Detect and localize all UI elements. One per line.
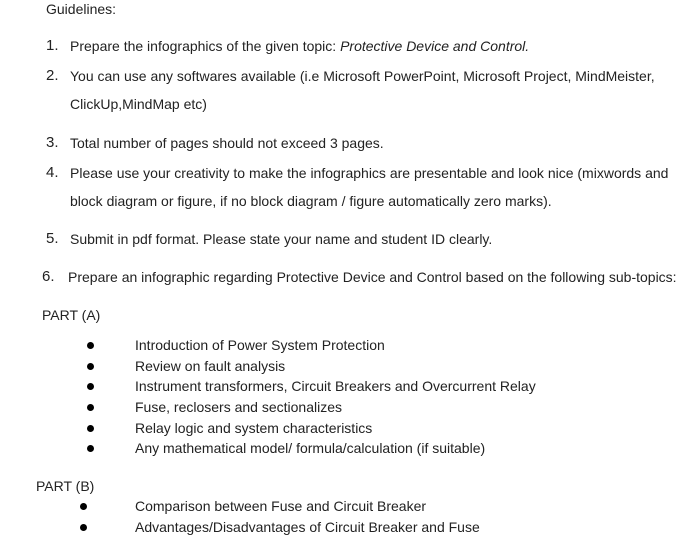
part-a-item-text: Any mathematical model/ formula/calculation (if suitable) (135, 440, 486, 456)
guideline-text-4-line2: block diagram or figure, if no block diagram / figure automatically zero marks). (70, 193, 552, 209)
guideline-number-6: 6. (42, 268, 55, 285)
guideline-item-1 (70, 37, 529, 55)
guideline-text-3: Total number of pages should not exceed 3 pages. (70, 135, 384, 151)
bullet-icon (87, 363, 94, 370)
part-b-item-text: Advantages/Disadvantages of Circuit Breaker and Fuse (135, 519, 480, 535)
bullet-icon (80, 503, 87, 510)
part-b-label: PART (B) (36, 478, 95, 494)
guideline-text-2-line2: ClickUp,MindMap etc) (70, 96, 207, 112)
guideline-topic-emphasis: Protective Device and Control. (340, 38, 530, 54)
guideline-text-1: Prepare the infographics of the given topic: (70, 38, 341, 54)
guideline-text-2-line1: You can use any softwares available (i.e Microsoft PowerPoint, Microsoft Project, MindMeister, (70, 68, 655, 84)
guideline-number-5: 5. (46, 230, 59, 247)
guideline-number-2: 2. (46, 67, 59, 84)
part-a-item-text: Review on fault analysis (135, 358, 286, 374)
bullet-icon (87, 425, 94, 432)
guideline-text-6: Prepare an infographic regarding Protective Device and Control based on the following sub-topics: (68, 269, 677, 285)
guideline-text-4-line1: Please use your creativity to make the infographics are presentable and look nice (mixwords and (70, 165, 669, 181)
part-a-item-text: Introduction of Power System Protection (135, 337, 385, 353)
guidelines-heading: Guidelines: (46, 1, 117, 17)
bullet-icon (87, 383, 94, 390)
part-a-label: PART (A) (42, 307, 101, 323)
part-a-item-text: Fuse, reclosers and sectionalizes (135, 399, 342, 415)
part-a-item-text: Relay logic and system characteristics (135, 420, 373, 436)
bullet-icon (87, 445, 94, 452)
part-b-item-text: Comparison between Fuse and Circuit Breaker (135, 498, 427, 514)
part-a-item-text: Instrument transformers, Circuit Breakers and Overcurrent Relay (135, 378, 536, 394)
guideline-number-4: 4. (46, 164, 59, 181)
guideline-number-1: 1. (46, 37, 59, 54)
bullet-icon (87, 404, 94, 411)
guideline-number-3: 3. (46, 134, 59, 151)
bullet-icon (80, 524, 87, 531)
bullet-icon (87, 342, 94, 349)
guideline-text-5: Submit in pdf format. Please state your name and student ID clearly. (70, 231, 493, 247)
